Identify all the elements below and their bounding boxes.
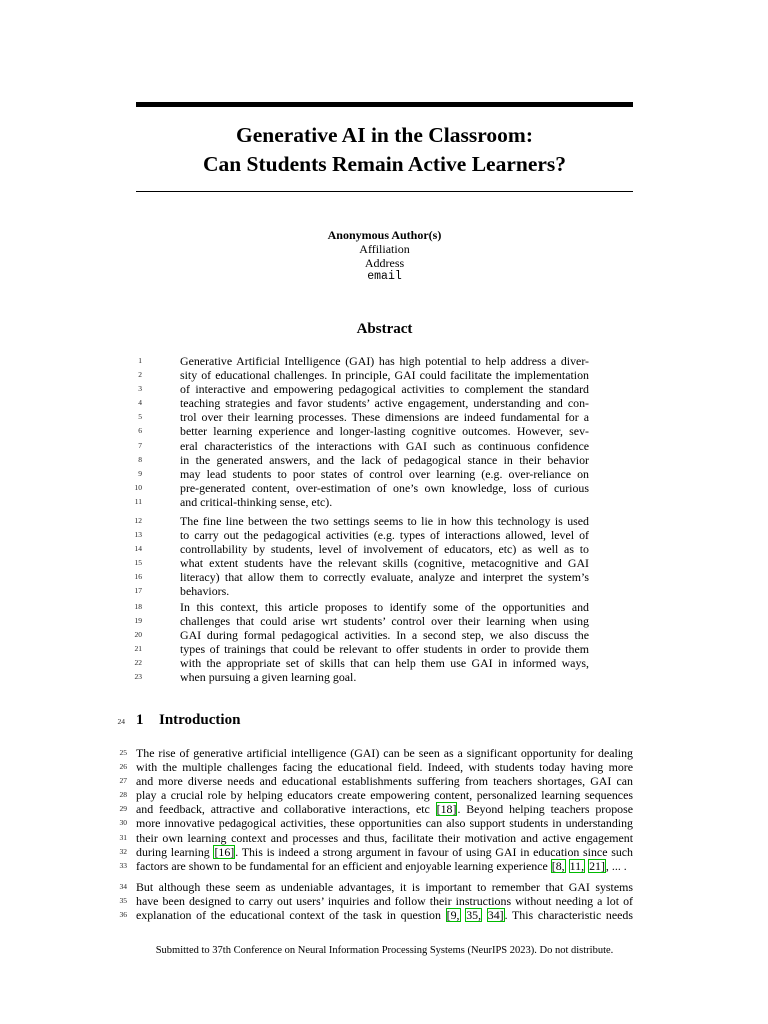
text-line (134, 600, 589, 614)
text-line (134, 494, 589, 509)
text-line (138, 396, 589, 411)
body-paragraph-1 (119, 746, 633, 873)
line-number: 22 (134, 658, 142, 668)
section-title: Introduction (159, 712, 241, 728)
line-number: 15 (134, 558, 142, 568)
line-number: 3 (138, 384, 142, 394)
line-text: Generative Artificial Intelligence (GAI) has high potential to help address a diver- (180, 354, 589, 368)
line-text: with the appropriate set of skills that can help them use GAI in informed ways, (180, 656, 589, 671)
line-text (136, 908, 633, 922)
text-line (134, 642, 589, 657)
text-segment: . Beyond helping teachers propose (457, 802, 633, 817)
citation-link[interactable]: 21] (589, 858, 605, 873)
line-number: 31 (119, 832, 127, 842)
citation-link[interactable]: [8, (551, 858, 565, 873)
line-text: controllability by students, level of involvement of educators, etc) as well as to (180, 542, 589, 557)
text-line (134, 542, 589, 557)
line-number: 10 (134, 482, 142, 492)
line-number: 30 (119, 818, 127, 828)
text-line (134, 528, 589, 543)
line-text: behaviors. (180, 584, 230, 599)
title-top-rule (136, 102, 633, 107)
author-block (136, 228, 633, 284)
line-number: 33 (119, 860, 127, 870)
submission-footer: Submitted to 37th Conference on Neural Information Processing Systems (NeurIPS 2023). Do not distribute. (155, 945, 614, 956)
line-text: In this context, this article proposes to identify some of the opportunities and (180, 600, 589, 614)
text-line (134, 628, 589, 643)
line-number: 35 (119, 896, 127, 906)
text-line (134, 670, 589, 685)
line-number: 4 (138, 398, 142, 408)
line-text: trol over their learning processes. These dimensions are indeed fundamental for a (180, 410, 589, 425)
line-number: 2 (138, 370, 142, 380)
title-bottom-rule (136, 191, 633, 192)
line-number: 20 (134, 630, 142, 640)
line-text: play a crucial role by helping educators create empowering content, personalized learning sequences (136, 788, 633, 803)
line-number: 23 (134, 672, 142, 682)
line-number: 6 (138, 426, 142, 436)
line-text: But although these seem as undeniable advantages, it is important to remember that GAI systems (136, 880, 633, 894)
text-line (134, 614, 589, 629)
citation-link[interactable]: 35, (466, 908, 482, 923)
line-text: sity of educational challenges. In principle, GAI could facilitate the implementation (180, 368, 589, 383)
line-text (136, 802, 633, 816)
citation-link[interactable]: [9, (446, 908, 460, 923)
line-number: 9 (138, 468, 142, 478)
citation-link[interactable]: 11, (569, 858, 585, 873)
line-number: 14 (134, 544, 142, 554)
citation-link[interactable]: [16] (214, 844, 235, 859)
line-number: 17 (134, 586, 142, 596)
line-text: have been designed to carry out users’ inquiries and follow their instructions without needing a lot of (136, 894, 633, 909)
text-line (119, 908, 633, 923)
line-text: eral characteristics of the interactions with GAI such as continuous confidence (180, 438, 589, 453)
citation-link[interactable]: 34] (487, 908, 504, 923)
text-line (134, 480, 589, 495)
line-number: 8 (138, 454, 142, 464)
line-text: with the multiple challenges facing the educational field. Indeed, with students today having more (136, 760, 633, 775)
line-text: better learning experience and longer-lasting cognitive outcomes. However, sev- (180, 424, 589, 439)
text-line (138, 438, 589, 453)
line-text: and critical-thinking sense, etc). (180, 494, 333, 509)
title-line-2: Can Students Remain Active Learners? (202, 152, 567, 176)
text-segment: . This characteristic needs (504, 908, 633, 923)
citation-link[interactable]: [18] (436, 802, 457, 817)
text-segment: factors are shown to be fundamental for an efficient and enjoyable learning experience (136, 858, 551, 873)
line-text: literacy) that allow them to correctly evaluate, analyze and interpret the system’s (180, 570, 589, 585)
text-line (134, 556, 589, 571)
text-line (119, 788, 633, 803)
line-text: to carry out the pedagogical activities (e.g. types of interactions allowed, level of (180, 528, 589, 543)
line-text: The fine line between the two settings seems to lie in how this technology is used (180, 514, 589, 528)
line-number: 29 (119, 804, 127, 814)
line-number: 13 (134, 530, 142, 540)
line-number: 21 (134, 644, 142, 654)
line-number: 5 (138, 412, 142, 422)
text-line (138, 354, 589, 368)
line-number: 25 (119, 748, 127, 757)
text-segment: . This is indeed a strong argument in favour of using GAI in education since such (235, 844, 633, 859)
text-line (134, 570, 589, 585)
body-paragraph-2 (119, 880, 633, 923)
text-line (134, 514, 589, 528)
text-line (138, 410, 589, 425)
author-name: Anonymous Author(s) (327, 228, 442, 242)
line-text (136, 845, 633, 859)
line-text: of interactive and empowering pedagogical activities to complement the standard (180, 382, 589, 397)
line-number: 12 (134, 516, 142, 525)
author-affiliation: Affiliation (359, 242, 410, 256)
line-number: 36 (119, 910, 127, 920)
text-line (119, 774, 633, 789)
text-line (138, 424, 589, 439)
line-text: challenges that could arise wrt students’ control over their learning when using (180, 614, 589, 629)
line-number: 34 (119, 882, 127, 891)
line-number: 19 (134, 616, 142, 626)
text-line (119, 844, 633, 859)
line-number: 16 (134, 572, 142, 582)
text-segment: and feedback, attractive and collaborative interactions, etc (136, 802, 436, 817)
text-segment: during learning (136, 844, 214, 859)
line-number: 7 (138, 440, 142, 450)
abstract-paragraph-2 (134, 514, 589, 599)
line-text: GAI during formal pedagogical activities. In a second step, we also discuss the (180, 628, 589, 643)
section-heading (136, 712, 240, 729)
text-line (119, 858, 633, 873)
text-line (119, 880, 633, 894)
line-text: teaching strategies and favor students’ active engagement, understanding and con- (180, 396, 589, 411)
line-text: what extent students have the relevant skills (cognitive, metacognitive and GAI (180, 556, 589, 571)
section-number: 1 (136, 712, 144, 728)
line-number: 28 (119, 790, 127, 800)
line-number: 26 (119, 762, 127, 772)
line-text: pre-generated content, over-estimation of one’s own knowledge, loss of curious (180, 480, 589, 495)
text-line (138, 382, 589, 397)
text-line (119, 894, 633, 909)
text-line (138, 452, 589, 467)
text-line (119, 830, 633, 845)
text-line (134, 656, 589, 671)
author-address: Address (364, 256, 405, 270)
line-text: their own learning context and processes and thus, facilitate their motivation and active engagement (136, 830, 633, 845)
text-line (138, 368, 589, 383)
paper-title (136, 121, 633, 179)
line-text: when pursuing a given learning goal. (180, 670, 357, 685)
line-text: and more diverse needs and educational establishments suffering from teachers shortages, GAI can (136, 774, 633, 789)
abstract-paragraph-3 (134, 600, 589, 685)
text-line (134, 584, 589, 599)
line-text (136, 859, 633, 873)
line-number: 27 (119, 776, 127, 786)
text-line (138, 466, 589, 481)
line-number: 18 (134, 602, 142, 611)
text-segment: , ... . (605, 858, 627, 873)
text-line (119, 816, 633, 831)
text-line (119, 802, 633, 817)
line-number: 1 (138, 356, 142, 365)
abstract-paragraph-1 (134, 354, 589, 509)
line-text: more innovative pedagogical activities, these opportunities can also support students in understanding (136, 816, 633, 831)
abstract-heading: Abstract (356, 321, 413, 337)
author-email: email (367, 270, 402, 283)
line-number: 24 (117, 717, 125, 726)
text-segment: explanation of the educational context of the task in question (136, 908, 446, 923)
line-number: 32 (119, 846, 127, 856)
line-text: may lead students to poor states of control over learning (e.g. over-reliance on (180, 466, 589, 481)
text-line (119, 760, 633, 775)
title-line-1: Generative AI in the Classroom: (236, 123, 533, 147)
line-text: in the generated answers, and the lack of pedagogical stance in their behavior (180, 452, 589, 467)
line-number: 11 (134, 496, 142, 506)
text-line (119, 746, 633, 760)
line-text: The rise of generative artificial intelligence (GAI) can be seen as a significant opportunity for dealing (136, 746, 633, 760)
line-text: types of trainings that could be relevant to offer students in order to provide them (180, 642, 589, 657)
